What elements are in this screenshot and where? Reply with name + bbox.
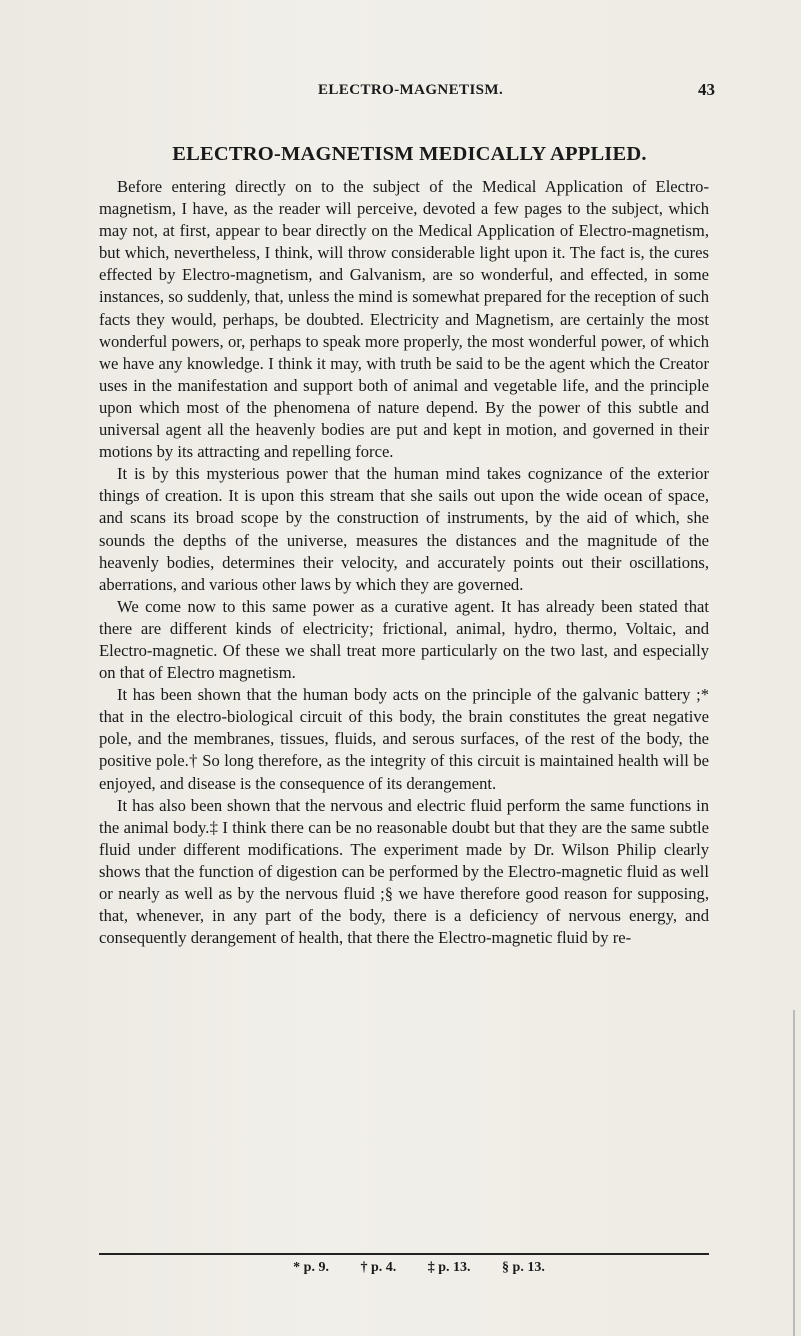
footnote: † p. 4. xyxy=(360,1260,397,1275)
paragraph: Before entering directly on to the subject of the Medical Application of Electro-magnetism, I have, as the reader will perceive, devoted a few pages to the subject, which may not, at first, appear to bear directly on the Medical Application of Electro-magnetism, but which, nevertheless, I think, will throw considerable light upon it. The fact is, the cures effected by Electro-magnetism, and Galvanism, are so wonderful, and effected, in some instances, so suddenly, that, unless the mind is somewhat prepared for the reception of such facts they would, perhaps, be doubted. Electricity and Magnetism, are certainly the most wonderful powers, or, perhaps to speak more properly, the most wonderful power, of which we have any knowledge. I think it may, with truth be said to be the agent which the Creator uses in the manifestation and support both of animal and vegetable life, and the principle upon which most of the phenomena of nature depend. By the power of this subtle and universal agent all the heavenly bodies are put and kept in motion, and governed in their motions by its attracting and repelling force. xyxy=(99,177,709,462)
footnote-rule xyxy=(99,1253,709,1255)
page-edge xyxy=(793,1010,795,1336)
running-head xyxy=(0,82,801,106)
body-text xyxy=(99,176,709,949)
paragraph: It is by this mysterious power that the human mind takes cognizance of the exterior things of creation. It is upon this stream that she sails out upon the wide ocean of space, and scans its broad scope by the construction of instruments, by the aid of which, she sounds the depths of the universe, measures the distances and the magnitude of the heavenly bodies, determines their velocity, and accurately points out their oscillations, aberrations, and various other laws by which they are governed. xyxy=(99,464,709,594)
running-head-title: ELECTRO-MAGNETISM. xyxy=(318,82,504,98)
page-number: 43 xyxy=(698,80,715,99)
chapter-heading: ELECTRO-MAGNETISM MEDICALLY APPLIED. xyxy=(172,143,647,165)
footnote: ‡ p. 13. xyxy=(427,1260,471,1275)
paragraph: It has also been shown that the nervous and electric fluid perform the same functions in the animal body.‡ I think there can be no reasonable doubt but that they are the same subtle fluid under different modifications. The experiment made by Dr. Wilson Philip clearly shows that the function of digestion can be performed by the Electro-magnetic fluid as well or nearly as well as by the nervous fluid ;§ we have therefore good reason for supposing, that, whenever, in any part of the body, there is a deficiency of nervous energy, and consequently derangement of health, that there the Electro-magnetic fluid by re- xyxy=(99,795,709,948)
paragraph: It has been shown that the human body acts on the principle of the galvanic battery ;* that in the electro-biological circuit of this body, the brain constitutes the great negative pole, and the membranes, tissues, fluids, and serous surfaces, of the rest of the body, the positive pole.† So long therefore, as the integrity of this circuit is maintained health will be enjoyed, and disease is the consequence of its derangement. xyxy=(99,685,709,793)
paragraph: We come now to this same power as a curative agent. It has already been stated that there are different kinds of electricity; frictional, animal, hydro, thermo, Voltaic, and Electro-magnetic. Of these we shall treat more particularly on the two last, and especially on that of Electro magnetism. xyxy=(99,596,709,683)
footnotes xyxy=(99,1260,709,1276)
footnote: * p. 9. xyxy=(293,1260,329,1275)
footnote: § p. 13. xyxy=(502,1260,545,1275)
